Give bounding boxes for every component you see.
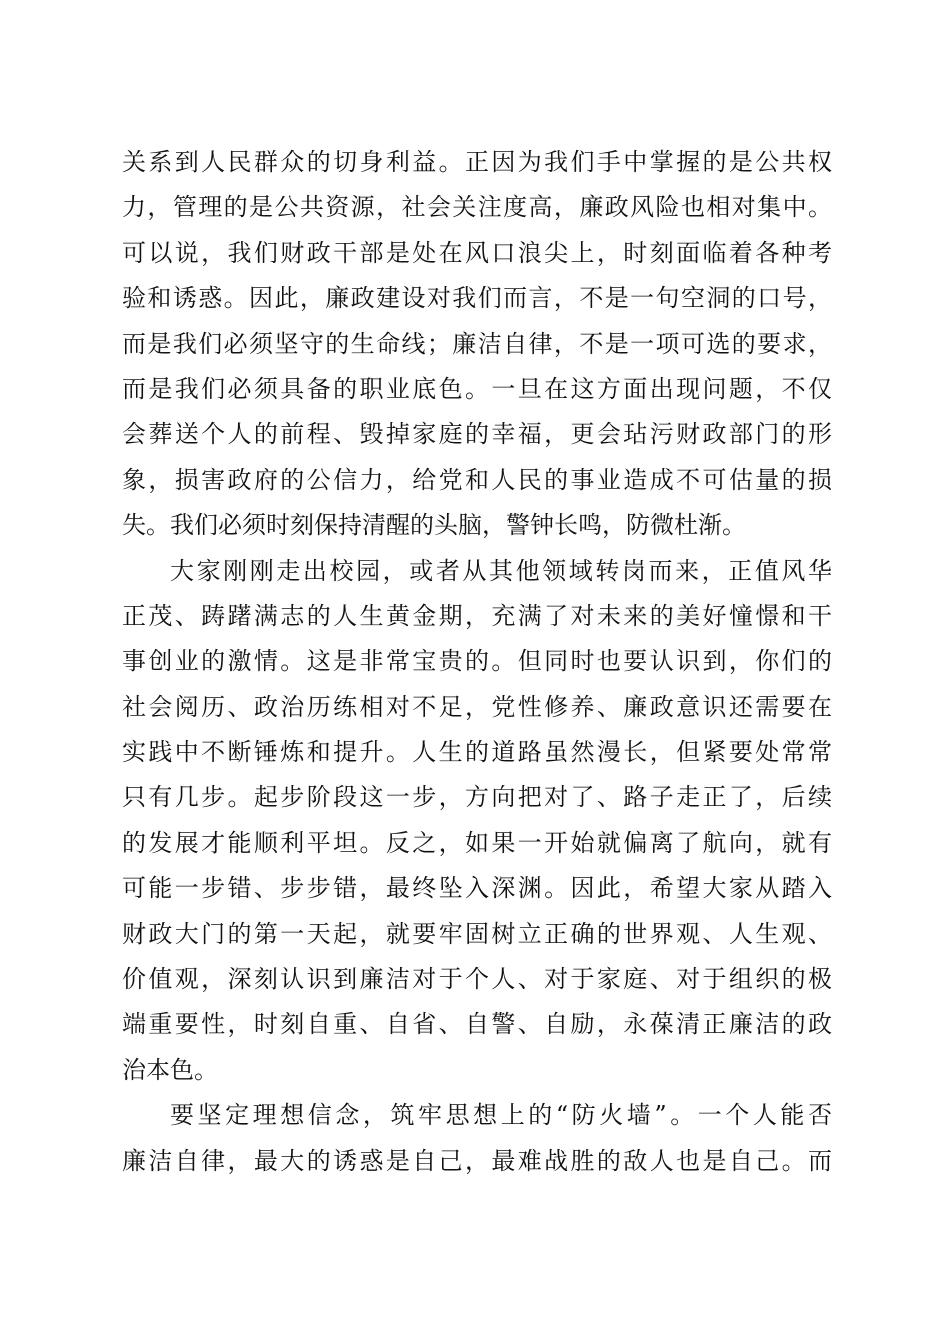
paragraph-1-line-1: 关系到人民群众的切身利益。正因为我们手中掌握的是公共权 [122, 148, 832, 176]
paragraph-2-line-10: 价值观，深刻认识到廉洁对于个人、对于家庭、对于组织的极 [122, 965, 832, 994]
paragraph-2-line-2: 正茂、踌躇满志的人生黄金期，充满了对未来的美好憧憬和干 [122, 601, 832, 630]
paragraph-2-line-7: 的发展才能顺利平坦。反之，如果一开始就偏离了航向，就有 [122, 828, 832, 857]
paragraph-1-line-6: 而是我们必须具备的职业底色。一旦在这方面出现问题，不仅 [122, 374, 832, 403]
paragraph-2-line-6: 只有几步。起步阶段这一步，方向把对了、路子走正了，后续 [122, 783, 832, 812]
paragraph-1-line-5: 而是我们必须坚守的生命线；廉洁自律，不是一项可选的要求， [122, 329, 832, 358]
document-body [122, 140, 832, 1184]
paragraph-2-line-11: 端重要性，时刻自重、自省、自警、自励，永葆清正廉洁的政 [122, 1010, 832, 1039]
paragraph-2-line-12: 治本色。 [122, 1055, 218, 1084]
paragraph-1-line-8: 象，损害政府的公信力，给党和人民的事业造成不可估量的损 [122, 465, 832, 494]
paragraph-1-line-3: 可以说，我们财政干部是处在风口浪尖上，时刻面临着各种考 [122, 238, 832, 267]
paragraph-2-line-9: 财政大门的第一天起，就要牢固树立正确的世界观、人生观、 [122, 919, 832, 948]
paragraph-1-line-4: 验和诱惑。因此，廉政建设对我们而言，不是一句空洞的口号， [122, 284, 832, 313]
paragraph-1-line-7: 会葬送个人的前程、毁掉家庭的幸福，更会玷污财政部门的形 [122, 420, 832, 449]
paragraph-2-line-5: 实践中不断锤炼和提升。人生的道路虽然漫长，但紧要处常常 [122, 738, 832, 767]
paragraph-1-line-9: 失。我们必须时刻保持清醒的头脑，警钟长鸣，防微杜渐。 [122, 511, 746, 540]
paragraph-2-line-1: 大家刚刚走出校园，或者从其他领域转岗而来，正值风华 [170, 556, 832, 585]
paragraph-3-line-1: 要坚定理想信念，筑牢思想上的“防火墙”。一个人能否 [170, 1101, 832, 1130]
paragraph-2-line-4: 社会阅历、政治历练相对不足，党性修养、廉政意识还需要在 [122, 692, 832, 721]
paragraph-1-line-2: 力，管理的是公共资源，社会关注度高，廉政风险也相对集中。 [122, 193, 832, 222]
paragraph-2-line-3: 事创业的激情。这是非常宝贵的。但同时也要认识到，你们的 [122, 647, 832, 676]
paragraph-3-line-2: 廉洁自律，最大的诱惑是自己，最难战胜的敌人也是自己。而 [122, 1146, 832, 1175]
paragraph-2-line-8: 可能一步错、步步错，最终坠入深渊。因此，希望大家从踏入 [122, 874, 832, 903]
